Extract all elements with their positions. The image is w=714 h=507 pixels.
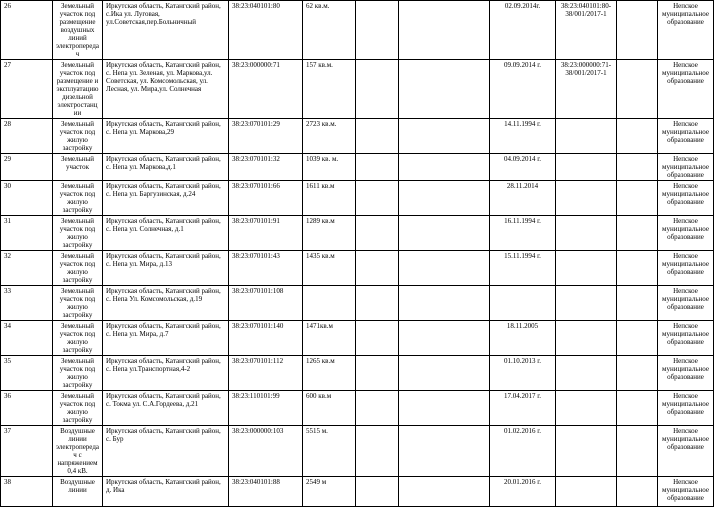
empty-cell [356,216,399,251]
table-row [1,60,714,119]
row-number: 38 [1,477,53,507]
object-address: Иркутская область, Катангский район, д. Ика [103,477,229,507]
object-area: 157 кв.м. [303,60,356,119]
owner-name: Непское муниципальное образование [658,1,714,60]
object-address: Иркутская область, Катангский район, с. Непа ул. Маркова,29 [103,119,229,154]
empty-cell [617,251,658,286]
registration-date: 04.09.2014 г. [490,154,556,181]
cadastral-number: 38:23:070101:66 [229,181,303,216]
empty-cell [356,60,399,119]
empty-cell [356,119,399,154]
registration-record [556,391,617,426]
empty-cell [399,391,490,426]
cadastral-number: 38:23:040101:88 [229,477,303,507]
empty-cell [356,356,399,391]
object-name: Земельный участок под жилую застройку [53,391,103,426]
owner-name: Непское муниципальное образование [658,321,714,356]
object-name: Земельный участок под жилую застройку [53,321,103,356]
owner-name: Непское муниципальное образование [658,286,714,321]
owner-name: Непское муниципальное образование [658,426,714,477]
registration-record [556,321,617,356]
object-name: Земельный участок под жилую застройку [53,119,103,154]
table-row [1,154,714,181]
object-name: Земельный участок под жилую застройку [53,251,103,286]
object-address: Иркутская область, Катангский район, с. Непа ул. Мира, д.7 [103,321,229,356]
registration-date: 14.11.1994 г. [490,119,556,154]
object-area: 1471кв.м [303,321,356,356]
object-area [303,286,356,321]
registration-record [556,251,617,286]
cadastral-number: 38:23:040101:80 [229,1,303,60]
empty-cell [617,391,658,426]
cadastral-number: 38:23:070101:29 [229,119,303,154]
object-name: Воздушные линии электропередач с напряжением 0,4 кВ. [53,426,103,477]
row-number: 27 [1,60,53,119]
empty-cell [617,216,658,251]
registration-record [556,426,617,477]
cadastral-number: 38:23:070101:32 [229,154,303,181]
empty-cell [399,251,490,286]
row-number: 35 [1,356,53,391]
empty-cell [356,1,399,60]
empty-cell [617,60,658,119]
cadastral-number: 38:23:070101:91 [229,216,303,251]
empty-cell [356,477,399,507]
object-area: 5515 м. [303,426,356,477]
empty-cell [617,286,658,321]
registration-record [556,216,617,251]
empty-cell [399,286,490,321]
cadastral-number: 38:23:000000:71 [229,60,303,119]
empty-cell [399,181,490,216]
registration-date [490,286,556,321]
registration-date: 15.11.1994 г. [490,251,556,286]
object-area: 1265 кв.м [303,356,356,391]
empty-cell [399,60,490,119]
empty-cell [356,391,399,426]
empty-cell [617,1,658,60]
registration-date: 16.11.1994 г. [490,216,556,251]
empty-cell [356,154,399,181]
empty-cell [356,321,399,356]
object-area: 600 кв.м [303,391,356,426]
object-name: Земельный участок под жилую застройку [53,356,103,391]
empty-cell [399,356,490,391]
object-area: 2549 м [303,477,356,507]
owner-name: Непское муниципальное образование [658,251,714,286]
table-row [1,119,714,154]
registration-date: 01.10.2013 г. [490,356,556,391]
object-name: Воздушные линии [53,477,103,507]
object-address: Иркутская область, Катангский район, с.Ика ул. Луговая, ул.Советская,пер.Больничный [103,1,229,60]
object-name: Земельный участок под жилую застройку [53,181,103,216]
object-address: Иркутская область, Катангский район, с. Бур [103,426,229,477]
object-area: 1435 кв.м [303,251,356,286]
row-number: 34 [1,321,53,356]
object-name: Земельный участок под размещение воздушных линий электропередач [53,1,103,60]
empty-cell [356,286,399,321]
empty-cell [399,119,490,154]
empty-cell [399,154,490,181]
empty-cell [399,477,490,507]
empty-cell [399,1,490,60]
cadastral-number: 38:23:000000:103 [229,426,303,477]
object-area: 62 кв.м. [303,1,356,60]
object-name: Земельный участок под жилую застройку [53,286,103,321]
empty-cell [399,216,490,251]
object-address: Иркутская область, Катангский район, с. Непа ул. Баргузинская, д.24 [103,181,229,216]
registration-record: 38:23:000000:71-38/001/2017-1 [556,60,617,119]
object-area: 1289 кв.м [303,216,356,251]
row-number: 36 [1,391,53,426]
object-address: Иркутская область, Катангский район, с. Непа Ул. Комсомольская, д.19 [103,286,229,321]
object-area: 1611 кв.м [303,181,356,216]
empty-cell [617,181,658,216]
object-address: Иркутская область, Катангский район, с. Непа ул. Мира, д.13 [103,251,229,286]
row-number: 33 [1,286,53,321]
empty-cell [617,356,658,391]
empty-cell [617,321,658,356]
table-row [1,356,714,391]
registration-record: 38:23:040101:80-38/001/2017-1 [556,1,617,60]
empty-cell [356,181,399,216]
row-number: 31 [1,216,53,251]
object-area: 2723 кв.м. [303,119,356,154]
cadastral-number: 38:23:070101:112 [229,356,303,391]
owner-name: Непское муниципальное образование [658,119,714,154]
object-area: 1039 кв. м. [303,154,356,181]
registration-record [556,181,617,216]
registration-record [556,119,617,154]
owner-name: Непское муниципальное образование [658,391,714,426]
empty-cell [617,154,658,181]
owner-name: Непское муниципальное образование [658,477,714,507]
object-name: Земельный участок под размещение и эксплуатацию дизельной электростанции [53,60,103,119]
object-address: Иркутская область, Катангский район, с. Непа ул. Солнечная, д.1 [103,216,229,251]
table-row [1,216,714,251]
table-row [1,1,714,60]
registration-date: 01.02.2016 г. [490,426,556,477]
registration-record [556,477,617,507]
cadastral-number: 38:23:070101:43 [229,251,303,286]
object-address: Иркутская область, Катангский район, с. Непа ул.Транспортная,4-2 [103,356,229,391]
empty-cell [399,426,490,477]
registry-body [1,1,714,507]
row-number: 28 [1,119,53,154]
cadastral-number: 38:23:110101:99 [229,391,303,426]
registration-date: 18.11.2005 [490,321,556,356]
object-address: Иркутская область, Катангский район, с. Непа ул. Маркова,д.1 [103,154,229,181]
table-row [1,426,714,477]
owner-name: Непское муниципальное образование [658,60,714,119]
table-row [1,251,714,286]
registration-date: 17.04.2017 г. [490,391,556,426]
row-number: 37 [1,426,53,477]
cadastral-number: 38:23:070101:108 [229,286,303,321]
empty-cell [356,251,399,286]
object-address: Иркутская область, Катангский район, с. Непа ул. Зеленая, ул. Маркова,ул. Советская, ул. Комсомольская, ул. Лесная, ул. Мира,ул. Солнечная [103,60,229,119]
row-number: 29 [1,154,53,181]
table-row [1,477,714,507]
empty-cell [617,477,658,507]
table-row [1,321,714,356]
registration-date: 09.09.2014 г. [490,60,556,119]
registration-record [556,356,617,391]
owner-name: Непское муниципальное образование [658,154,714,181]
row-number: 30 [1,181,53,216]
object-address: Иркутская область, Катангский район, с. Токма ул. С.А.Гордеева, д.21 [103,391,229,426]
table-row [1,181,714,216]
table-row [1,286,714,321]
row-number: 32 [1,251,53,286]
owner-name: Непское муниципальное образование [658,216,714,251]
owner-name: Непское муниципальное образование [658,356,714,391]
empty-cell [399,321,490,356]
registration-record [556,154,617,181]
object-name: Земельный участок [53,154,103,181]
empty-cell [356,426,399,477]
object-name: Земельный участок под жилую застройку [53,216,103,251]
registration-date: 20.01.2016 г. [490,477,556,507]
owner-name: Непское муниципальное образование [658,181,714,216]
empty-cell [617,119,658,154]
table-row [1,391,714,426]
cadastral-number: 38:23:070101:140 [229,321,303,356]
registration-record [556,286,617,321]
registration-date: 28.11.2014 [490,181,556,216]
registration-date: 02.09.2014г. [490,1,556,60]
empty-cell [617,426,658,477]
row-number: 26 [1,1,53,60]
